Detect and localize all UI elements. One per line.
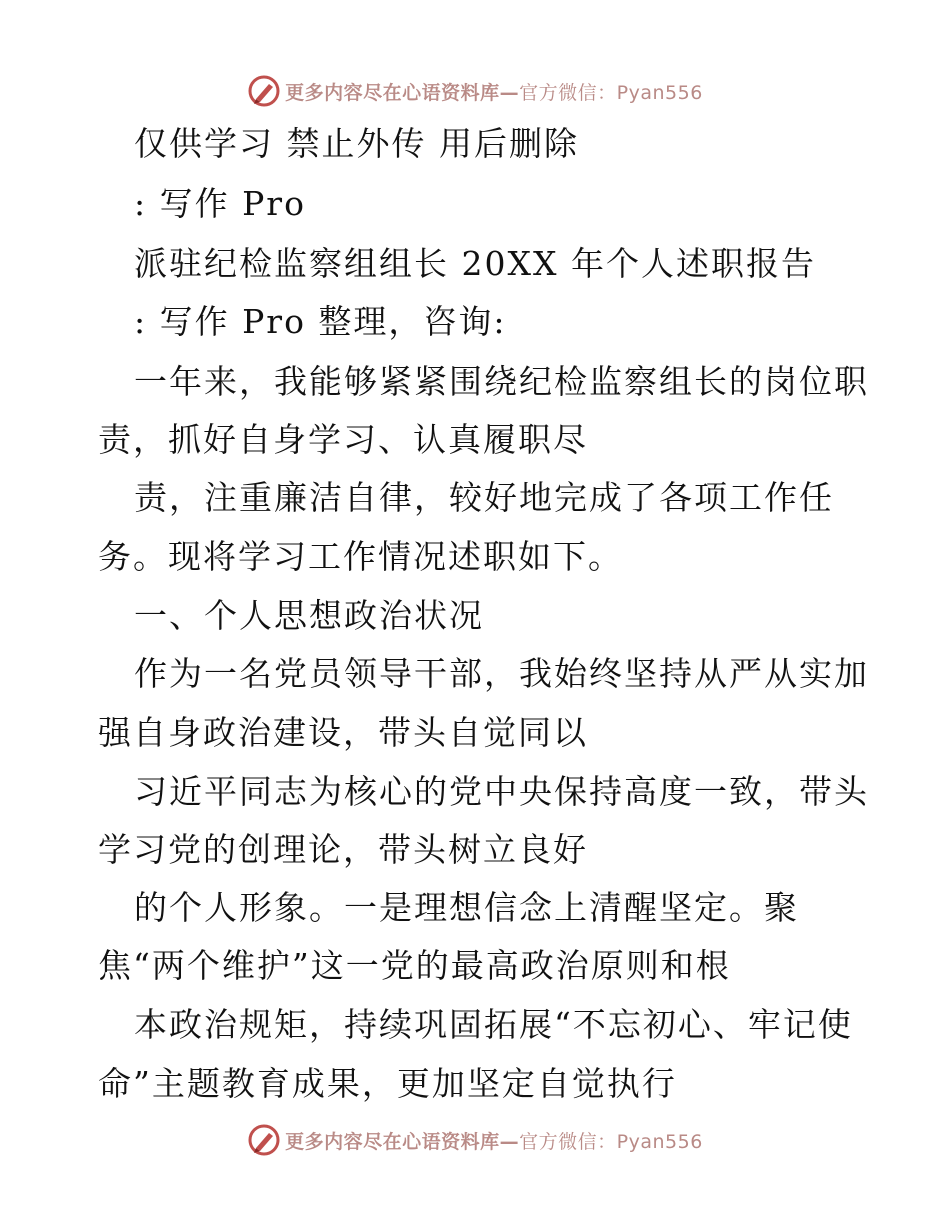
doc-line: 焦“两个维护”这一党的最高政治原则和根 — [98, 946, 731, 985]
doc-line: 作为一名党员领导干部，我始终坚持从严从实加 — [134, 654, 869, 693]
watermark-wechat-text: 官方微信：Pyan556 — [519, 1130, 703, 1153]
doc-line: 强自身政治建设，带头自觉同以 — [98, 713, 588, 752]
doc-line: 责，抓好自身学习、认真履职尽 — [98, 420, 588, 459]
watermark-site-text: 更多内容尽在心语资料库 — [285, 81, 500, 104]
pen-logo-icon — [247, 74, 281, 108]
watermark-dash: — — [499, 1130, 520, 1153]
doc-line: 学习党的创理论，带头树立良好 — [98, 830, 588, 869]
doc-line: 命”主题教育成果，更加坚定自觉执行 — [98, 1064, 677, 1103]
doc-line: 务。现将学习工作情况述职如下。 — [98, 537, 623, 576]
doc-heading: 一、个人思想政治状况 — [134, 596, 484, 635]
doc-line: 习近平同志为核心的党中央保持高度一致，带头 — [134, 772, 869, 811]
doc-line: 一年来，我能够紧紧围绕纪检监察组长的岗位职 — [134, 362, 869, 401]
watermark-wechat-text: 官方微信：Pyan556 — [519, 81, 703, 104]
watermark-banner-bottom — [0, 1122, 950, 1158]
doc-line: 责，注重廉洁自律，较好地完成了各项工作任 — [134, 478, 834, 517]
watermark-site-text: 更多内容尽在心语资料库 — [285, 1130, 500, 1153]
pen-logo-icon — [247, 1123, 281, 1157]
doc-line: : 写作 Pro 整理，咨询: — [134, 302, 507, 341]
doc-line: 仅供学习 禁止外传 用后删除 — [134, 124, 579, 163]
watermark-banner-top — [0, 73, 950, 109]
doc-line: 本政治规矩，持续巩固拓展“不忘初心、牢记使 — [134, 1005, 853, 1044]
doc-line: 的个人形象。一是理想信念上清醒坚定。聚 — [134, 888, 799, 927]
doc-title: 派驻纪检监察组组长 20XX 年个人述职报告 — [134, 244, 816, 283]
doc-line: : 写作 Pro — [134, 184, 306, 223]
watermark-dash: — — [499, 81, 520, 104]
